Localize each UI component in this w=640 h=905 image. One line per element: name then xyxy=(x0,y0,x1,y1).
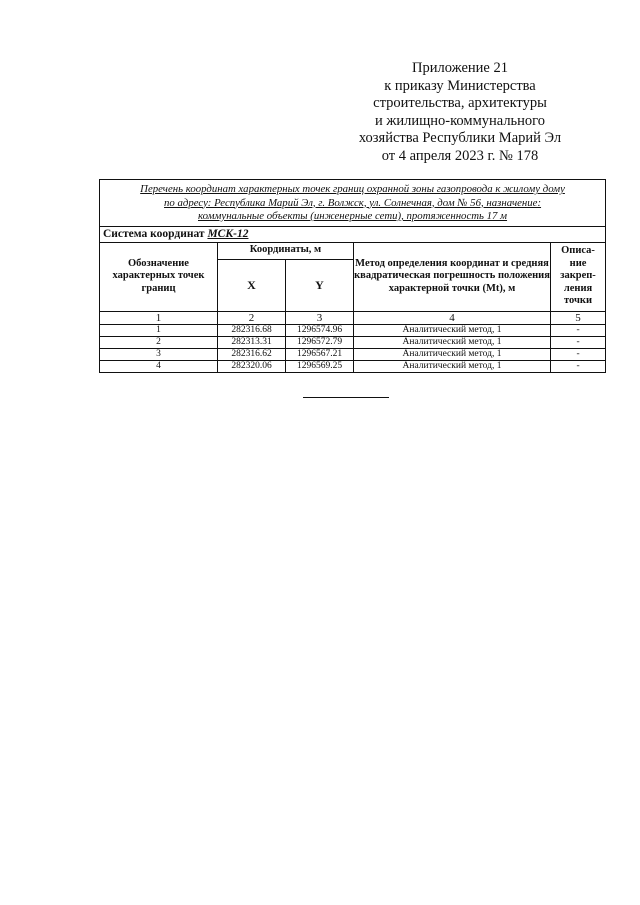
coord-y: 1296567.21 xyxy=(286,348,354,360)
coord-y: 1296569.25 xyxy=(286,360,354,372)
column-number: 5 xyxy=(551,311,606,324)
header-x: X xyxy=(218,259,286,311)
caption-line: Перечень координат характерных точек границ охранной зоны газопровода к жилому дому xyxy=(140,183,565,195)
table-row xyxy=(100,348,606,360)
header-line: строительства, архитектуры xyxy=(373,95,547,111)
point-number: 4 xyxy=(100,360,218,372)
header-description-line: точки xyxy=(564,295,593,307)
header-line: и жилищно-коммунального xyxy=(374,112,546,129)
coordinate-system-label: Система координат xyxy=(103,227,205,240)
point-number: 1 xyxy=(100,324,218,336)
description: - xyxy=(551,360,606,372)
coord-y: 1296574.96 xyxy=(286,324,354,336)
table-row xyxy=(100,336,606,348)
header-description-line: ления xyxy=(563,282,593,294)
header-description xyxy=(551,242,606,311)
coord-x: 282316.62 xyxy=(218,348,286,360)
header-description-line: закреп- xyxy=(560,270,596,282)
point-number: 2 xyxy=(100,336,218,348)
header-coordinates: Координаты, м xyxy=(218,242,354,259)
coord-x: 282320.06 xyxy=(218,360,286,372)
column-number: 1 xyxy=(100,311,218,324)
header-y: Y xyxy=(286,259,354,311)
header-line: от 4 апреля 2023 г. № 178 xyxy=(381,147,539,164)
column-number: 2 xyxy=(218,311,286,324)
table-row xyxy=(100,324,606,336)
method: Аналитический метод, 1 xyxy=(354,360,551,372)
table-caption xyxy=(100,180,606,227)
header-description-line: ние xyxy=(569,257,587,269)
coord-y: 1296572.79 xyxy=(286,336,354,348)
header-description-line: Описа- xyxy=(561,245,595,257)
caption-line: коммунальные объекты (инженерные сети), протяженность 17 м xyxy=(198,210,508,222)
header-line: к приказу Министерства xyxy=(384,77,536,94)
coordinate-system-name: МСК-12 xyxy=(207,227,249,240)
coordinate-system xyxy=(100,226,606,242)
caption-line: по адресу: Республика Марий Эл, г. Волжск, ул. Солнечная, дом № 56, назначение: xyxy=(164,196,542,209)
header-line: хозяйства Республики Марий Эл xyxy=(358,130,562,146)
header-line: Приложение 21 xyxy=(412,60,508,76)
point-number: 3 xyxy=(100,348,218,360)
appendix-header xyxy=(340,60,580,165)
description: - xyxy=(551,324,606,336)
method: Аналитический метод, 1 xyxy=(354,348,551,360)
coordinates-table xyxy=(99,179,606,373)
description: - xyxy=(551,336,606,348)
column-number: 4 xyxy=(354,311,551,324)
header-method: Метод определения координат и средняя квадратическая погрешность положения характерной точки (Mt), м xyxy=(354,242,551,311)
coord-x: 282316.68 xyxy=(218,324,286,336)
method: Аналитический метод, 1 xyxy=(354,336,551,348)
description: - xyxy=(551,348,606,360)
table-row xyxy=(100,360,606,372)
method: Аналитический метод, 1 xyxy=(354,324,551,336)
column-number: 3 xyxy=(286,311,354,324)
header-point-designation: Обозначение характерных точек границ xyxy=(100,242,218,311)
coord-x: 282313.31 xyxy=(218,336,286,348)
separator-line xyxy=(303,397,389,398)
